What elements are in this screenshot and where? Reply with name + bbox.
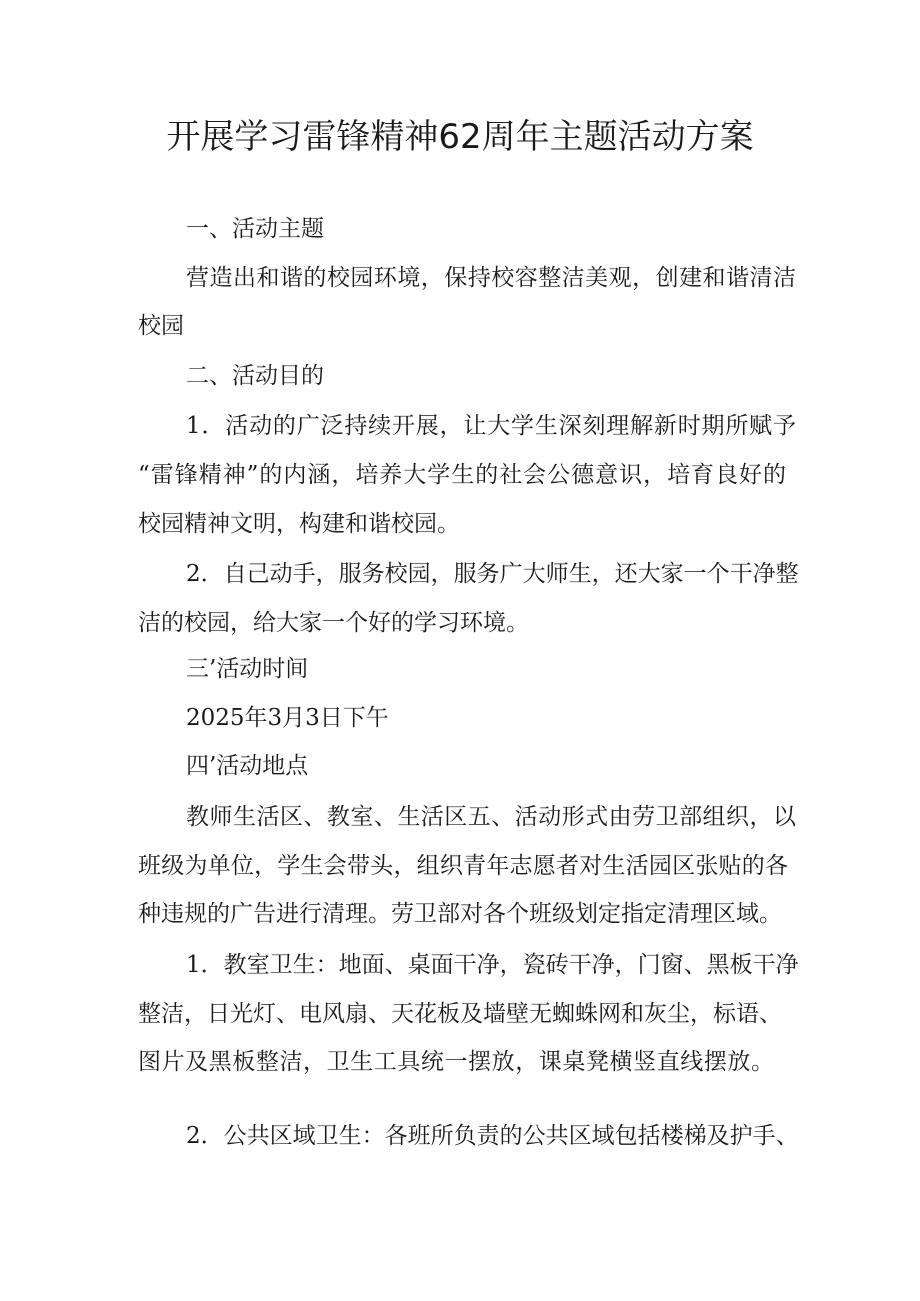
paragraph-line: 班级为单位，学生会带头，组织青年志愿者对生活园区张贴的各 xyxy=(138,853,788,879)
paragraph-line: 教师生活区、教室、生活区五、活动形式由劳卫部组织，以 xyxy=(186,804,796,830)
paragraph-line: 2．自己动手，服务校园，服务广大师生，还大家一个干净整 xyxy=(186,561,799,587)
paragraph-line: 校园 xyxy=(138,313,184,339)
paragraph-line: 营造出和谐的校园环境，保持校容整洁美观，创建和谐清洁 xyxy=(186,265,796,291)
heading-activity-location: 四’活动地点 xyxy=(186,753,309,779)
paragraph-line: 种违规的广告进行清理。劳卫部对各个班级划定指定清理区域。 xyxy=(138,901,782,927)
paragraph-line: 整洁，日光灯、电风扇、天花板及墙壁无蜘蛛网和灰尘，标语、 xyxy=(138,1001,782,1027)
activity-date: 2025年3月3日下午 xyxy=(186,705,389,731)
heading-activity-time: 三’活动时间 xyxy=(186,656,309,682)
heading-activity-theme: 一、活动主题 xyxy=(186,216,324,242)
heading-activity-purpose: 二、活动目的 xyxy=(186,363,324,389)
paragraph-line: 图片及黑板整洁，卫生工具统一摆放，课桌凳横竖直线摆放。 xyxy=(138,1049,774,1075)
paragraph-line: 洁的校园，给大家一个好的学习环境。 xyxy=(138,610,529,636)
paragraph-line: 1．活动的广泛持续开展，让大学生深刻理解新时期所赋予 xyxy=(186,413,796,439)
paragraph-line: 1．教室卫生：地面、桌面干净，瓷砖干净，门窗、黑板干净 xyxy=(186,952,799,978)
paragraph-line: “雷锋精神”的内涵，培养大学生的社会公德意识，培育良好的 xyxy=(138,462,786,488)
paragraph-line: 校园精神文明，构建和谐校园。 xyxy=(138,511,460,537)
document-title: 开展学习雷锋精神62周年主题活动方案 xyxy=(166,117,754,157)
paragraph-line: 2．公共区域卫生：各班所负责的公共区域包括楼梯及护手、 xyxy=(186,1123,799,1149)
